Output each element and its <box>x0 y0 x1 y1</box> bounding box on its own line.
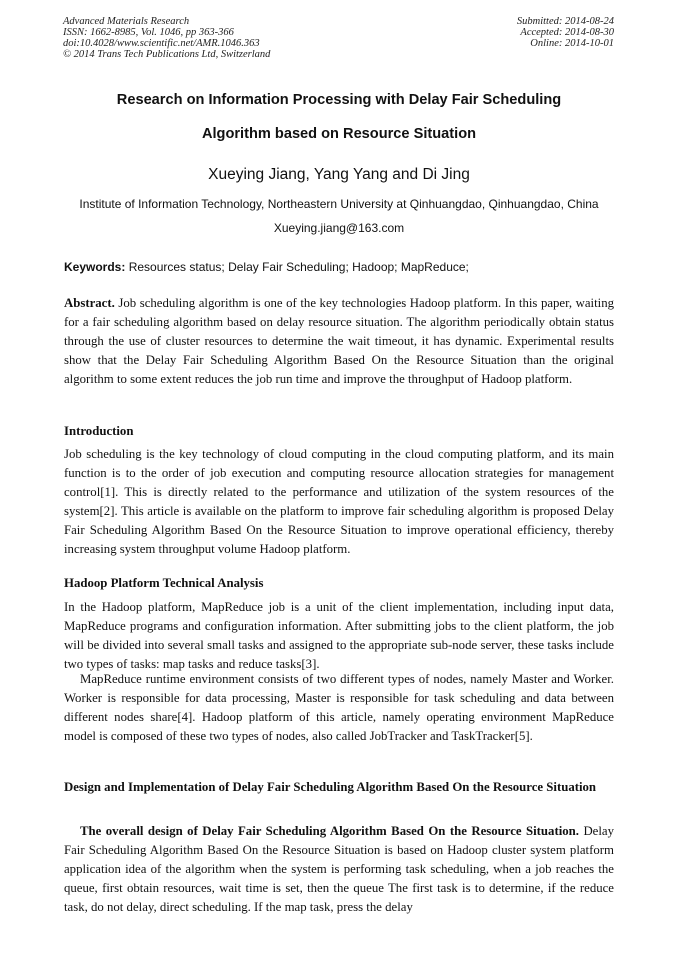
authors: Xueying Jiang, Yang Yang and Di Jing <box>208 166 470 183</box>
paper-title-line-2: Algorithm based on Resource Situation <box>201 126 477 142</box>
design-paragraph-text: Delay Fair Scheduling Algorithm Based On the Resource Situation is based on Hadoop cluster system platform application idea of the algorithm when the system is performing task scheduling, when a job reaches the queue, first obtain resources, wait time is set, then the queue The first task is to determine, if the reduce task, do not delay, direct scheduling. If the map task, press the delay <box>64 824 614 914</box>
affiliation: Institute of Information Technology, Northeastern University at Qinhuangdao, Qinhuangdao, China <box>79 197 599 211</box>
accepted-date: Accepted: 2014-08-30 <box>520 27 614 38</box>
issn: ISSN: 1662-8985, Vol. 1046, pp 363-366 <box>63 27 234 38</box>
section-heading-design: Design and Implementation of Delay Fair Scheduling Algorithm Based On the Resource Situation <box>64 780 597 794</box>
keywords-label: Keywords: <box>64 260 126 274</box>
copyright: © 2014 Trans Tech Publications Ltd, Switzerland <box>63 49 271 60</box>
abstract <box>64 294 614 389</box>
author-email: Xueying.jiang@163.com <box>273 221 405 235</box>
doi: doi:10.4028/www.scientific.net/AMR.1046.363 <box>63 38 260 49</box>
keywords <box>64 260 614 274</box>
hadoop-paragraph-2: MapReduce runtime environment consists of two different types of nodes, namely Master and Worker. Worker is responsible for data processing, Master is responsible for task scheduling and data between different nodes share[4]. Hadoop platform of this article, namely operating environment MapReduce model is composed of these two types of nodes, also called JobTracker and TaskTracker[5]. <box>64 672 614 743</box>
dates-meta <box>517 16 614 49</box>
design-paragraph <box>64 822 614 917</box>
abstract-text: Job scheduling algorithm is one of the key technologies Hadoop platform. In this paper, waiting for a fair scheduling algorithm based on delay resource situation. The algorithm periodically obtain status through the use of cluster resources to determine the wait timeout, it has dynamic. Experimental results show that the Delay Fair Scheduling Algorithm Based On the Resource Situation than the original algorithm to some extent reduces the job run time and improve the throughput of Hadoop platform. <box>64 296 614 386</box>
paper-title-line-1: Research on Information Processing with Delay Fair Scheduling <box>116 92 562 108</box>
section-heading-hadoop: Hadoop Platform Technical Analysis <box>64 576 264 590</box>
journal-name: Advanced Materials Research <box>63 16 190 27</box>
introduction-paragraph: Job scheduling is the key technology of cloud computing in the cloud computing platform, and its main function is to the order of job execution and computing resource allocation strategies for management control[1]. This is directly related to the performance and utilization of the system resources of the system[2]. This article is available on the platform to improve fair scheduling algorithm is proposed Delay Fair Scheduling Algorithm Based On the Resource Situation to improve operational efficiency, thereby increasing system throughput volume Hadoop platform. <box>64 447 614 556</box>
submitted-date: Submitted: 2014-08-24 <box>516 16 614 27</box>
abstract-label: Abstract. <box>64 296 115 310</box>
online-date: Online: 2014-10-01 <box>530 38 614 49</box>
section-heading-introduction: Introduction <box>64 424 134 438</box>
journal-meta <box>63 16 270 60</box>
keywords-text: Resources status; Delay Fair Scheduling; Hadoop; MapReduce; <box>128 260 469 274</box>
hadoop-paragraph-1: In the Hadoop platform, MapReduce job is a unit of the client implementation, including input data, MapReduce programs and configuration information. After submitting jobs to the client platform, the job will be divided into several small tasks and assigned to the appropriate sub-node server, these tasks include two types of tasks: map tasks and reduce tasks[3]. <box>64 600 614 671</box>
design-runin-heading: The overall design of Delay Fair Scheduling Algorithm Based On the Resource Situation. <box>80 824 579 838</box>
